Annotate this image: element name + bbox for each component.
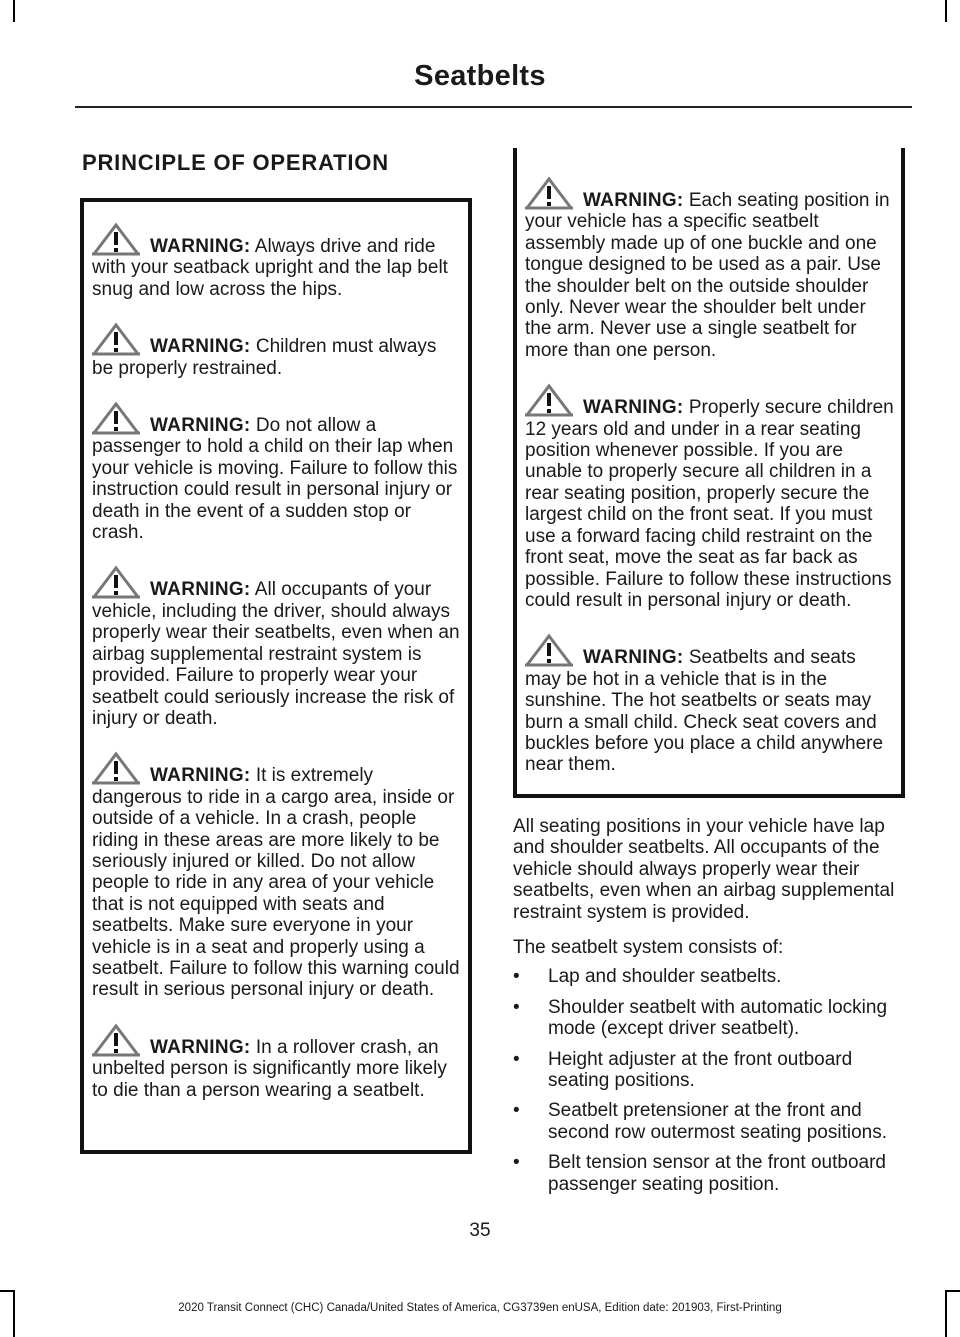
- warning-box-right: [513, 148, 905, 798]
- warning-label: WARNING:: [150, 765, 251, 787]
- list-item-text: Seatbelt pretensioner at the front and second row outermost seating positions.: [548, 1100, 888, 1143]
- warning-triangle-icon: [92, 401, 140, 435]
- list-item: [513, 1152, 905, 1195]
- warning-item: [92, 751, 462, 1000]
- bullet-marker: •: [513, 1152, 520, 1174]
- bullet-marker: •: [513, 966, 520, 988]
- warning-item: [525, 633, 895, 775]
- crop-mark-bottom-right-h: [945, 1290, 960, 1292]
- crop-mark-bottom-left-h: [0, 1290, 15, 1292]
- warning-triangle-icon: [525, 176, 573, 210]
- list-item: [513, 1100, 905, 1143]
- list-item-text: Shoulder seatbelt with automatic locking mode (except driver seatbelt).: [548, 996, 888, 1040]
- warning-label: WARNING:: [583, 190, 684, 211]
- warning-text: In a rollover crash, an unbelted person is significantly more likely to die than a person wearing a seatbelt.: [92, 1036, 447, 1101]
- warning-label: WARNING:: [583, 647, 684, 669]
- warning-item: [92, 322, 462, 379]
- warning-label: WARNING:: [150, 1036, 251, 1058]
- list-item: [513, 966, 905, 987]
- warning-text: Always drive and ride with your seatback upright and the lap belt snug and low across the hips.: [92, 236, 448, 300]
- warning-item: [525, 176, 895, 361]
- warning-item: [92, 565, 462, 729]
- bullet-marker: •: [513, 1100, 520, 1122]
- bullet-marker: •: [513, 996, 520, 1018]
- warning-box-left: [80, 198, 472, 1154]
- warning-text: Properly secure children 12 years old and under in a rear seating position whenever possible. If you are unable to properly secure all children in a rear seating position, properly secure the largest child on the front seat. If you must use a forward facing child restraint on the front seat, move the seat as far back as possible. Failure to follow these instructions could result in personal injury or death.: [525, 397, 894, 611]
- warning-text: Do not allow a passenger to hold a child on their lap when your vehicle is moving. Failure to follow this instruction could result in personal injury or death in the event of a sudden stop or crash.: [92, 415, 458, 544]
- warning-triangle-icon: [92, 222, 140, 256]
- body-paragraph: The seatbelt system consists of:: [513, 937, 784, 959]
- warning-item: [92, 1023, 462, 1101]
- section-title: PRINCIPLE OF OPERATION: [82, 150, 389, 175]
- warning-triangle-icon: [92, 751, 140, 785]
- body-paragraph: All seating positions in your vehicle have lap and shoulder seatbelts. All occupants of the vehicle should always properly wear their seatbelts, even when an airbag supplemental restraint system is provided.: [513, 816, 895, 923]
- warning-triangle-icon: [525, 383, 573, 417]
- warning-label: WARNING:: [150, 579, 251, 601]
- list-item-text: Lap and shoulder seatbelts.: [548, 966, 782, 988]
- seatbelt-system-list: [513, 966, 905, 1195]
- warning-label: WARNING:: [150, 236, 251, 257]
- crop-mark-top-left: [13, 0, 15, 22]
- page-number: 35: [469, 1220, 491, 1241]
- header-rule: [75, 106, 912, 108]
- warning-item: [92, 401, 462, 543]
- left-column: [80, 148, 472, 1154]
- warning-text: Seatbelts and seats may be hot in a vehicle that is in the sunshine. The hot seatbelts or seats may burn a small child. Check seat covers and buckles before you place a child anywhere near them.: [525, 647, 884, 776]
- list-item-text: Height adjuster at the front outboard seating positions.: [548, 1048, 853, 1092]
- list-item-text: Belt tension sensor at the front outboard passenger seating position.: [548, 1152, 886, 1195]
- warning-label: WARNING:: [583, 397, 684, 419]
- list-item: [513, 1049, 905, 1092]
- crop-mark-top-right: [945, 0, 947, 22]
- warning-triangle-icon: [525, 633, 573, 667]
- warning-item: [92, 222, 462, 300]
- warning-text: It is extremely dangerous to ride in a cargo area, inside or outside of a vehicle. In a crash, people riding in these areas are more likely to be seriously injured or killed. Do not allow people to ride in any area of your vehicle that is not equipped with seats and seatbelts. Make sure everyone in your vehicle is in a seat and properly using a seatbelt. Failure to follow this warning could result in serious personal injury or death.: [92, 765, 460, 1001]
- warning-text: Children must always be properly restrained.: [92, 336, 437, 379]
- page-header-title: Seatbelts: [414, 60, 546, 92]
- warning-item: [525, 383, 895, 611]
- warning-triangle-icon: [92, 565, 140, 599]
- warning-triangle-icon: [92, 1023, 140, 1057]
- list-item: [513, 997, 905, 1040]
- warning-text: All occupants of your vehicle, including the driver, should always properly wear their seatbelts, even when an airbag supplemental restraint system is provided. Failure to properly wear your seatbelt could seriously increase the risk of injury or death.: [92, 579, 460, 729]
- bullet-marker: •: [513, 1048, 520, 1070]
- warning-triangle-icon: [92, 322, 140, 356]
- warning-text: Each seating position in your vehicle has a specific seatbelt assembly made up of one buckle and one tongue designed to be used as a pair. Use the shoulder belt on the outside shoulder only. Never wear the shoulder belt under the arm. Never use a single seatbelt for more than one person.: [525, 190, 890, 361]
- warning-label: WARNING:: [150, 336, 251, 358]
- page-footer: 2020 Transit Connect (CHC) Canada/United States of America, CG3739en enUSA, Edition date: 201903, First-Printing: [178, 1302, 782, 1314]
- right-column: [513, 148, 905, 1204]
- warning-label: WARNING:: [150, 415, 251, 437]
